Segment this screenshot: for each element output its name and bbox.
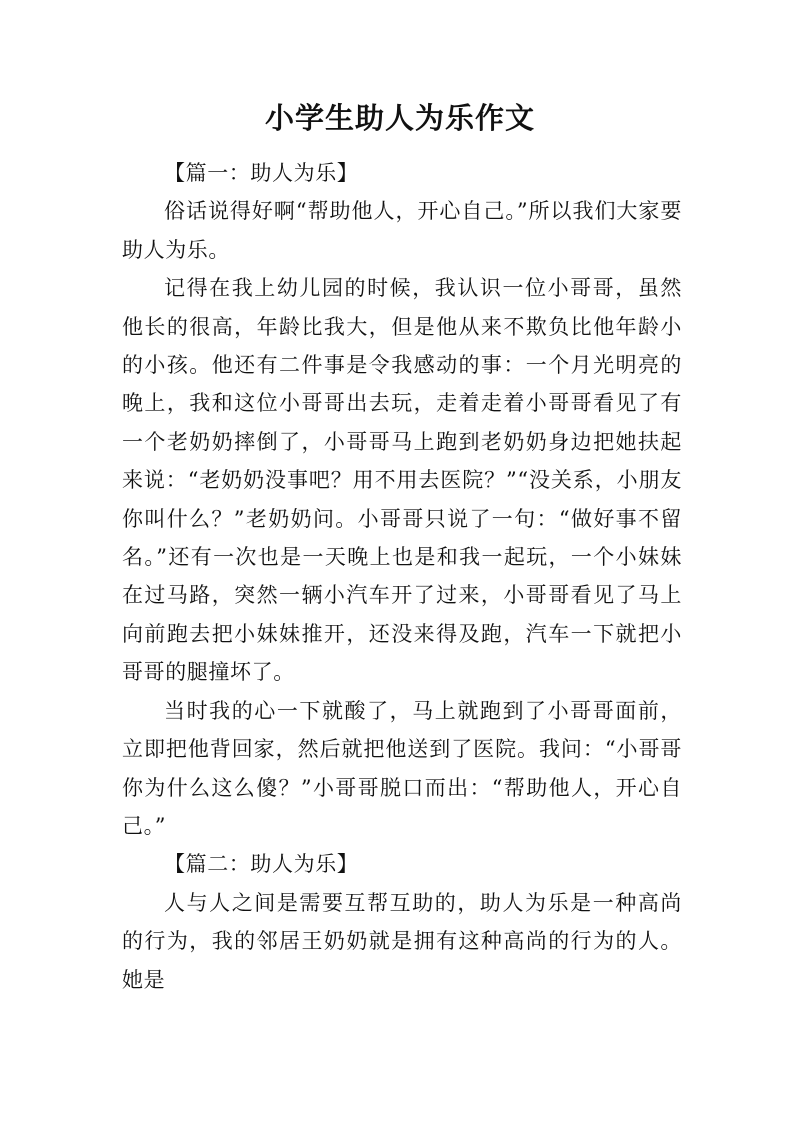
document-body <box>122 154 682 999</box>
section-1 <box>122 154 682 845</box>
paragraph: 当时我的心一下就酸了，马上就跑到了小哥哥面前，立即把他背回家，然后就把他送到了医院。我问：“小哥哥你为什么这么傻？”小哥哥脱口而出：“帮助他人，开心自己。” <box>122 698 682 838</box>
section-heading: 【篇二：助人为乐】 <box>164 852 359 877</box>
document-title: 小学生助人为乐作文 <box>264 101 535 135</box>
paragraph: 俗话说得好啊“帮助他人，开心自己。”所以我们大家要助人为乐。 <box>122 199 682 262</box>
paragraph: 人与人之间是需要互帮互助的，助人为乐是一种高尚的行为，我的邻居王奶奶就是拥有这种高尚的行为的人。她是 <box>122 890 682 992</box>
paragraph: 记得在我上幼儿园的时候，我认识一位小哥哥，虽然他长的很高，年龄比我大，但是他从来不欺负比他年龄小的小孩。他还有二件事是令我感动的事：一个月光明亮的晚上，我和这位小哥哥出去玩，走着走着小哥哥看见了有一个老奶奶摔倒了，小哥哥马上跑到老奶奶身边把她扶起来说：“老奶奶没事吧？用不用去医院？”“没关系，小朋友你叫什么？”老奶奶问。小哥哥只说了一句：“做好事不留名。”还有一次也是一天晚上也是和我一起玩，一个小妹妹在过马路，突然一辆小汽车开了过来，小哥哥看见了马上向前跑去把小妹妹推开，还没来得及跑，汽车一下就把小哥哥的腿撞坏了。 <box>122 276 682 685</box>
section-2 <box>122 845 682 999</box>
section-heading: 【篇一：助人为乐】 <box>164 161 359 185</box>
